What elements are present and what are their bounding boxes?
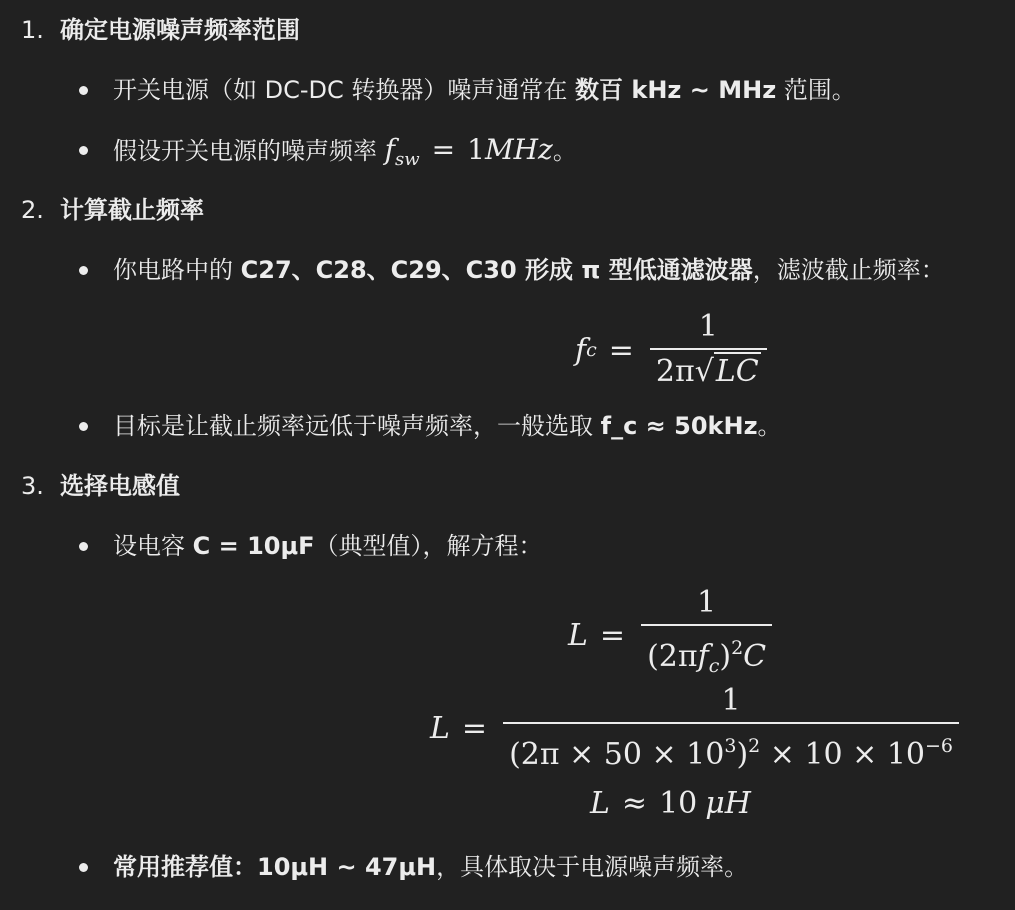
bullet-dot [79, 422, 88, 431]
math-eq: = [431, 133, 456, 166]
eq-rel: ≈ [621, 786, 648, 821]
s1-bullet-2 [113, 134, 577, 176]
section-title-3 [60, 470, 180, 502]
numerator: 1 [697, 585, 717, 620]
eq-rel: = [599, 617, 626, 653]
radicand: LC [715, 354, 759, 389]
text: （典型值），解方程： [314, 532, 543, 560]
eq-lhs: L [590, 786, 610, 821]
text: ，滤波截止频率： [752, 256, 945, 284]
eq-unit: μH [705, 786, 751, 821]
list-number-3: 3. [21, 472, 44, 500]
den-sup: 3 [724, 735, 737, 757]
eq-lhs: L [430, 711, 450, 746]
bullet-dot [79, 86, 88, 95]
text: 你电路中的 [113, 256, 241, 284]
math-sub-sw: sw [395, 149, 420, 170]
s3-bullet-1 [113, 530, 543, 562]
section-title-text: 计算截止频率 [60, 196, 204, 224]
eq-lhs: L [568, 617, 588, 653]
den-sup: −6 [925, 735, 954, 757]
eq-lhs: f [575, 332, 587, 368]
section-title-text: 确定电源噪声频率范围 [60, 16, 300, 44]
text: 范围。 [776, 76, 856, 104]
inductance-equation-2 [430, 682, 963, 775]
math-unit: MHz [484, 133, 553, 166]
eq-val: 10 [659, 786, 698, 821]
den-f: f [697, 639, 709, 674]
inductance-equation-1 [568, 584, 776, 686]
text: 设电容 [113, 532, 193, 560]
bullet-dot [79, 542, 88, 551]
den-part: ) [736, 737, 749, 772]
fraction [641, 584, 772, 686]
section-title-1 [60, 14, 300, 46]
cutoff-frequency-equation [575, 308, 771, 392]
bold-text: 常用推荐值：10μH ~ 47μH [113, 853, 437, 881]
fraction [503, 682, 959, 775]
denominator [641, 624, 772, 686]
math-f: f [384, 133, 396, 166]
den-part: (2π × 50 × 10 [509, 737, 725, 772]
eq-lhs-sub: c [586, 339, 597, 361]
den-c: C [743, 639, 767, 674]
text: 假设开关电源的噪声频率 [113, 137, 385, 165]
numerator: 1 [721, 683, 741, 718]
den-sup: 2 [731, 637, 744, 659]
list-number-2: 2. [21, 196, 44, 224]
bold-text: f_c ≈ 50kHz [600, 412, 758, 440]
text: ，具体取决于电源噪声频率。 [436, 853, 749, 881]
eq-rel: = [608, 332, 634, 368]
bullet-dot [79, 146, 88, 155]
inductance-result [590, 786, 751, 821]
text: 。 [552, 137, 577, 165]
bullet-dot [79, 863, 88, 872]
bullet-dot [79, 266, 88, 275]
s3-bullet-2 [113, 851, 748, 883]
bold-text: C = 10μF [192, 532, 315, 560]
den-part: (2π [647, 639, 698, 674]
sqrt-symbol: √ [694, 354, 714, 389]
math-val: 1 [467, 133, 485, 166]
section-title-2 [60, 194, 204, 226]
den-sub: c [708, 655, 720, 677]
den-part: × 10 × 10 [760, 737, 926, 772]
denominator [650, 348, 767, 392]
section-title-text: 选择电感值 [60, 472, 180, 500]
text: 开关电源（如 DC-DC 转换器）噪声通常在 [113, 76, 576, 104]
denominator [503, 722, 959, 775]
text: 目标是让截止频率远低于噪声频率，一般选取 [113, 412, 601, 440]
bold-text: 数百 kHz ~ MHz [575, 76, 777, 104]
text: 。 [757, 412, 782, 440]
s1-bullet-1 [113, 74, 856, 106]
den-sup: 2 [748, 735, 761, 757]
s2-bullet-1 [113, 254, 945, 286]
den-part: 2π [655, 354, 695, 389]
bold-text: C27、C28、C29、C30 形成 π 型低通滤波器 [240, 256, 753, 284]
s2-bullet-2 [113, 410, 782, 442]
numerator: 1 [698, 309, 718, 344]
eq-rel: = [461, 711, 488, 746]
list-number-1: 1. [21, 16, 44, 44]
fraction [650, 308, 767, 392]
den-part: ) [719, 639, 732, 674]
